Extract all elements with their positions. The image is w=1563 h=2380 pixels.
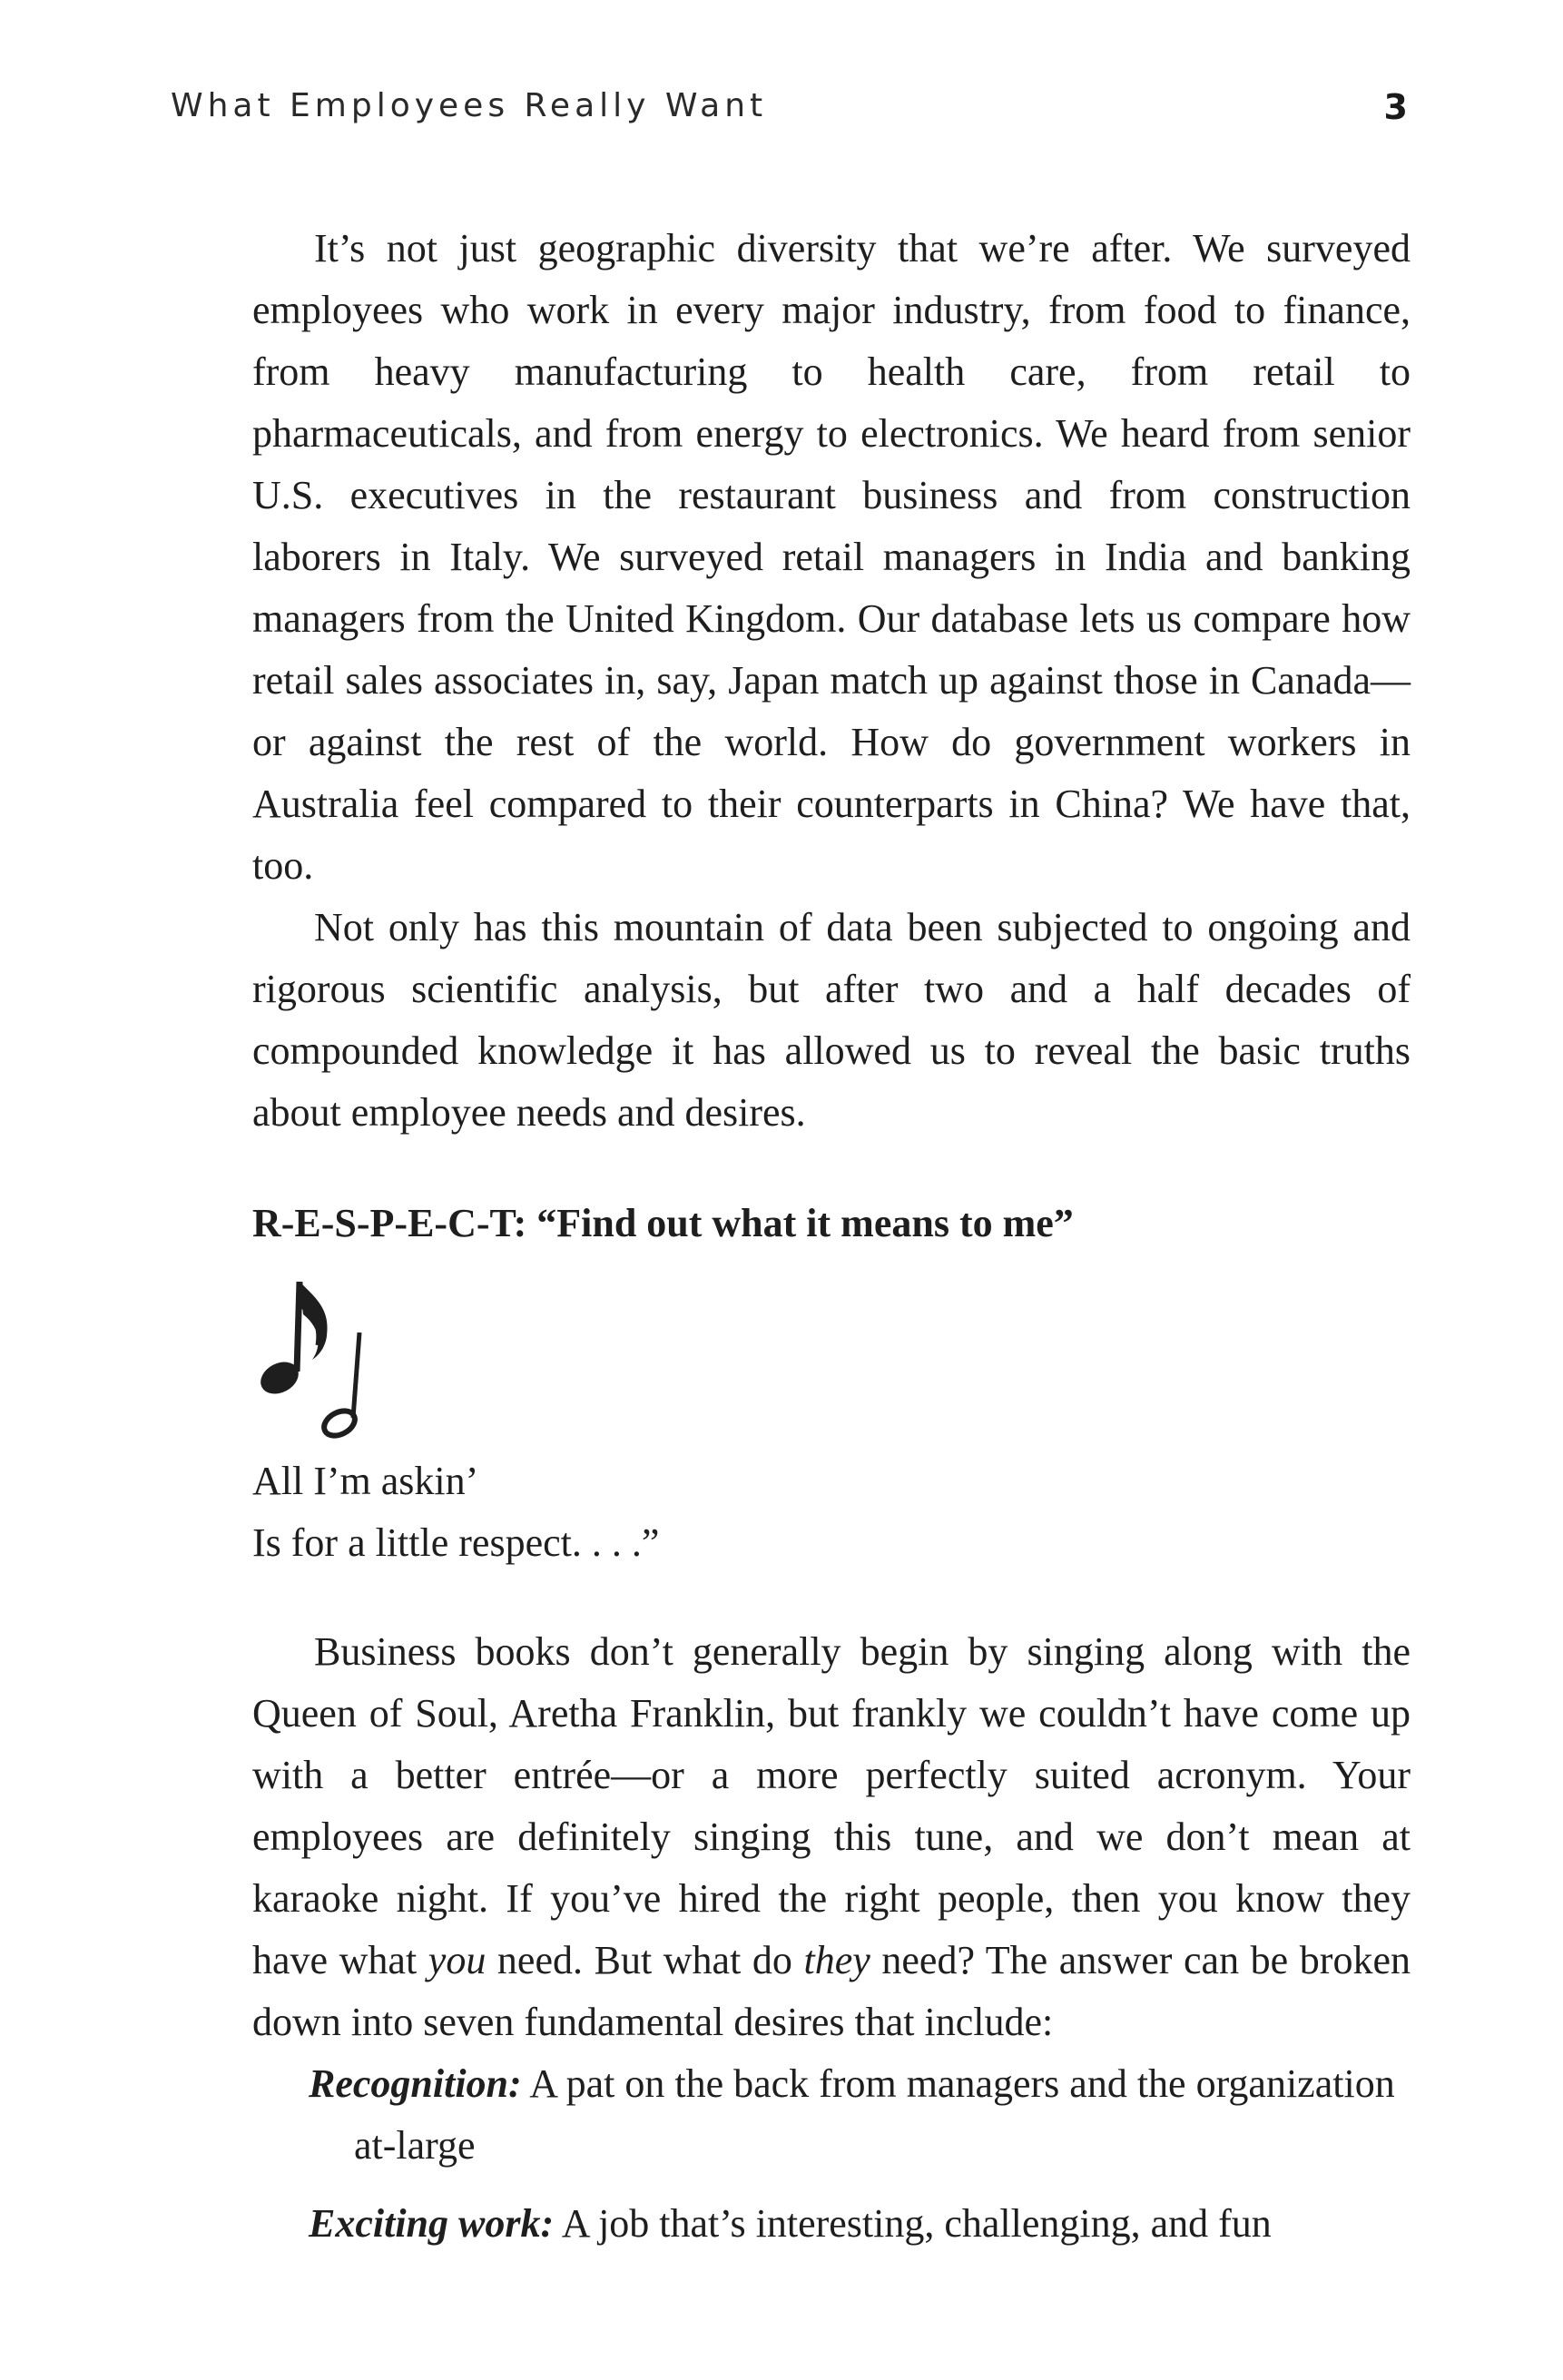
lyric-line: All I’m askin’ bbox=[252, 1459, 479, 1503]
body-paragraph bbox=[252, 1621, 1411, 2053]
page-body bbox=[252, 218, 1411, 2255]
body-paragraph: It’s not just geographic diversity that we’re after. We surveyed employees who work in every major industry, from food to finance, from heavy manufacturing to health care, from retail to pharmaceuticals, and from energy to electronics. We heard from senior U.S. executives in the restaurant business and from construction laborers in Italy. We surveyed retail managers in India and banking managers from the United Kingdom. Our database lets us compare how retail sales associates in, say, Japan match up against those in Canada—or against the rest of the world. How do government workers in Australia feel compared to their counterparts in China? We have that, too. bbox=[252, 226, 1411, 888]
music-notes-icon bbox=[252, 1271, 416, 1443]
desire-item bbox=[252, 2193, 1411, 2255]
body-paragraph: Not only has this mountain of data been subjected to ongoing and rigorous scientific analysis, but after two and a half decades of compounded knowledge it has allowed us to reveal the basic truths about employee needs and desires. bbox=[252, 905, 1411, 1135]
page-header bbox=[171, 87, 1419, 142]
desire-name: Exciting work: bbox=[309, 2201, 555, 2246]
song-lyrics bbox=[252, 1451, 1411, 1574]
lyric-line: Is for a little respect. . . .” bbox=[252, 1520, 660, 1565]
paragraph-text: Business books don’t generally begin by singing along with the Queen of Soul, Aretha Franklin, but frankly we couldn’t have come up with a better entrée—or a more perfectly suited acronym. Your employees are definitely singing this tune, and we don’t mean at karaoke night. If you’ve hired the right people, then you know they have what bbox=[252, 1629, 1411, 1982]
section-heading: R-E-S-P-E-C-T: “Find out what it means to me” bbox=[252, 1201, 1074, 1245]
desire-item bbox=[252, 2053, 1411, 2177]
desire-name: Recognition: bbox=[309, 2061, 522, 2106]
page-number: 3 bbox=[1383, 87, 1408, 127]
desire-description: A pat on the back from managers and the organization at-large bbox=[354, 2061, 1395, 2168]
emphasis-text: they bbox=[803, 1938, 870, 1982]
running-head: What Employees Really Want bbox=[171, 87, 768, 124]
desire-description: A job that’s interesting, challenging, and fun bbox=[554, 2201, 1272, 2246]
paragraph-text: need. But what do bbox=[486, 1938, 804, 1982]
emphasis-text: you bbox=[428, 1938, 487, 1982]
paragraph-text: need? The answer can be broken down into seven fundamental desires that include: bbox=[252, 1938, 1411, 2044]
